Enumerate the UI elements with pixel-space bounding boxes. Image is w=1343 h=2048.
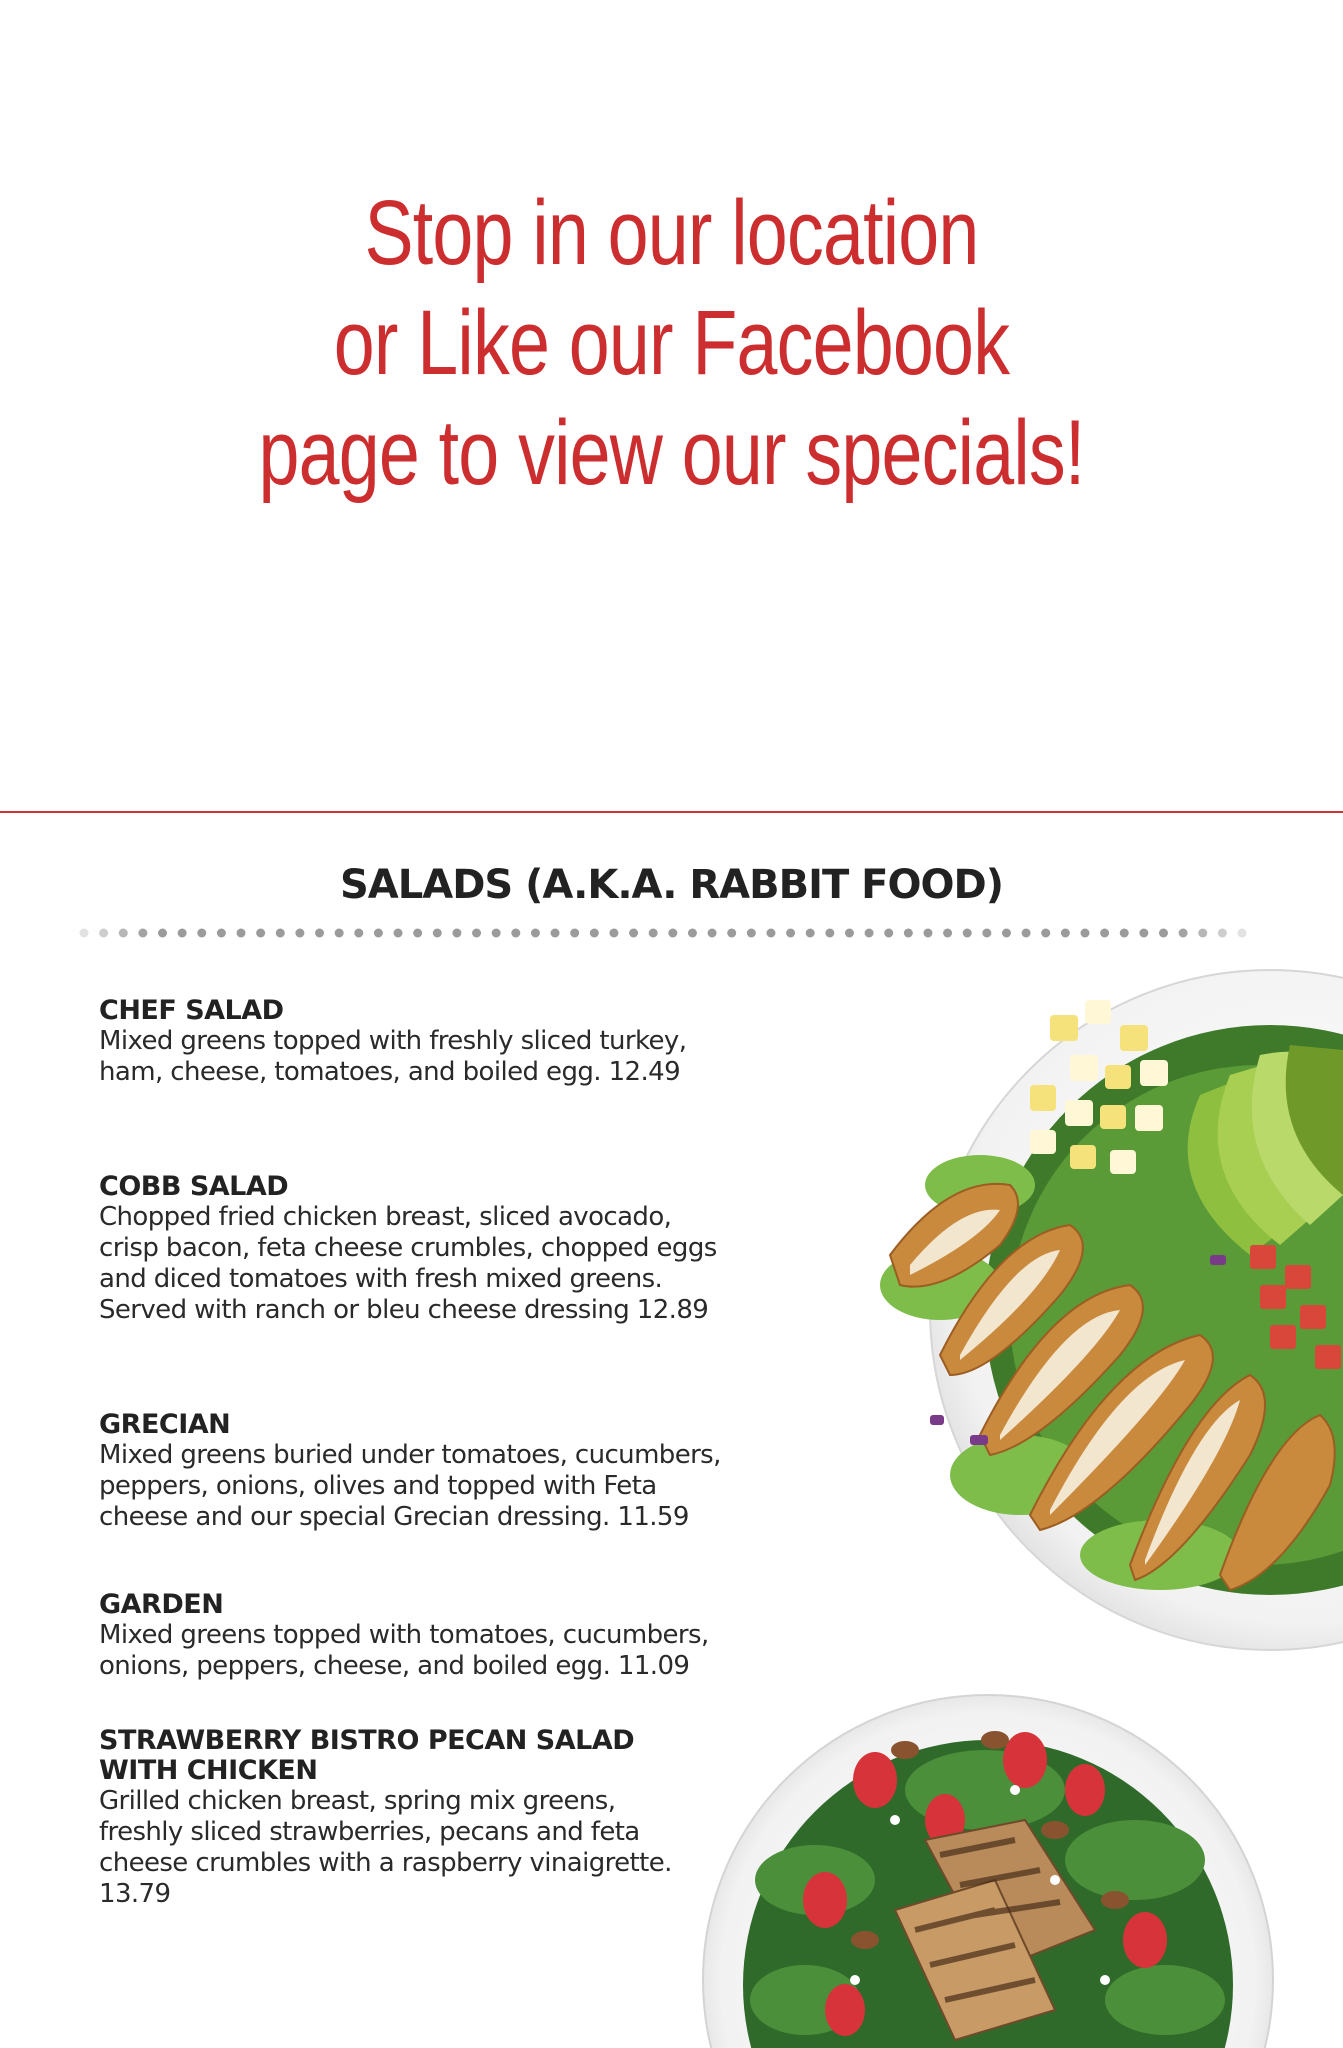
divider-dot xyxy=(963,929,972,938)
strawberry-salad-image xyxy=(695,1680,1280,2048)
divider-dot xyxy=(825,929,834,938)
menu-item-chef-salad xyxy=(99,996,739,1088)
divider-dot xyxy=(1159,929,1168,938)
divider-dot xyxy=(865,929,874,938)
divider-dot xyxy=(1218,929,1227,938)
item-description: Grilled chicken breast, spring mix greens, freshly sliced strawberries, pecans and feta cheese crumbles with a raspberry vinaigrette. 13.79 xyxy=(99,1786,672,1909)
divider-dot xyxy=(531,929,540,938)
item-name: GRECIAN xyxy=(99,1409,231,1440)
divider-dot xyxy=(237,929,246,938)
divider-dot xyxy=(766,929,775,938)
divider-dot xyxy=(295,929,304,938)
divider-dot xyxy=(590,929,599,938)
divider-dot xyxy=(982,929,991,938)
divider-dot xyxy=(511,929,520,938)
divider-dot xyxy=(1238,929,1247,938)
item-name: GARDEN xyxy=(99,1589,224,1620)
divider-dot xyxy=(276,929,285,938)
item-name: STRAWBERRY BISTRO PECAN SALAD WITH CHICKEN xyxy=(99,1725,635,1786)
item-description: Mixed greens topped with freshly sliced turkey, ham, cheese, tomatoes, and boiled egg. 12.49 xyxy=(99,1026,687,1087)
item-name: COBB SALAD xyxy=(99,1171,289,1202)
divider-dot xyxy=(335,929,344,938)
divider-dot xyxy=(943,929,952,938)
divider-dot xyxy=(80,929,89,938)
divider-dot xyxy=(354,929,363,938)
specials-promo xyxy=(134,178,1208,508)
cobb-salad-image xyxy=(830,955,1343,1655)
menu-item-grecian xyxy=(99,1410,739,1533)
divider-dot xyxy=(904,929,913,938)
item-description: Mixed greens topped with tomatoes, cucumbers, onions, peppers, cheese, and boiled egg. 11.09 xyxy=(99,1620,709,1681)
divider-dot xyxy=(1041,929,1050,938)
item-description: Chopped fried chicken breast, sliced avocado, crisp bacon, feta cheese crumbles, chopped eggs and diced tomatoes with fresh mixed greens. Served with ranch or bleu cheese dressing 12.89 xyxy=(99,1202,717,1325)
menu-item-garden xyxy=(99,1590,739,1682)
divider-dot xyxy=(649,929,658,938)
item-name: CHEF SALAD xyxy=(99,995,284,1026)
divider-dot xyxy=(1002,929,1011,938)
divider-dot xyxy=(923,929,932,938)
divider-dot xyxy=(884,929,893,938)
divider-dot xyxy=(178,929,187,938)
divider-dot xyxy=(119,929,128,938)
divider-dot xyxy=(786,929,795,938)
divider-dot xyxy=(1198,929,1207,938)
section-title: SALADS (A.K.A. RABBIT FOOD) xyxy=(340,862,1003,908)
divider-dot xyxy=(315,929,324,938)
divider-dot xyxy=(472,929,481,938)
menu-item-cobb-salad xyxy=(99,1172,739,1326)
divider-dot xyxy=(452,929,461,938)
divider-dot xyxy=(99,929,108,938)
divider-dot xyxy=(374,929,383,938)
divider-dot xyxy=(1080,929,1089,938)
divider-dot xyxy=(688,929,697,938)
divider-dot xyxy=(1022,929,1031,938)
divider-dot xyxy=(609,929,618,938)
divider-dot xyxy=(845,929,854,938)
divider-dot xyxy=(1120,929,1129,938)
divider-dot xyxy=(727,929,736,938)
divider-dot xyxy=(668,929,677,938)
divider-dot xyxy=(158,929,167,938)
divider-dot xyxy=(570,929,579,938)
menu-item-strawberry-bistro xyxy=(99,1726,699,1910)
section-divider xyxy=(0,811,1343,813)
dotted-divider xyxy=(78,927,1248,939)
promo-line-2: or Like our Facebook xyxy=(333,292,1010,394)
divider-dot xyxy=(433,929,442,938)
divider-dot xyxy=(394,929,403,938)
divider-dot xyxy=(492,929,501,938)
divider-dot xyxy=(197,929,206,938)
divider-dot xyxy=(1179,929,1188,938)
divider-dot xyxy=(217,929,226,938)
divider-dot xyxy=(413,929,422,938)
divider-dot xyxy=(1061,929,1070,938)
divider-dot xyxy=(629,929,638,938)
divider-dot xyxy=(138,929,147,938)
promo-line-1: Stop in our location xyxy=(364,182,979,284)
item-description: Mixed greens buried under tomatoes, cucumbers, peppers, onions, olives and topped with Feta cheese and our special Grecian dressing. 11.59 xyxy=(99,1440,721,1532)
divider-dot xyxy=(256,929,265,938)
divider-dot xyxy=(1100,929,1109,938)
divider-dot xyxy=(1139,929,1148,938)
divider-dot xyxy=(551,929,560,938)
promo-line-3: page to view our specials! xyxy=(258,402,1085,504)
divider-dot xyxy=(708,929,717,938)
divider-dot xyxy=(747,929,756,938)
divider-dot xyxy=(806,929,815,938)
